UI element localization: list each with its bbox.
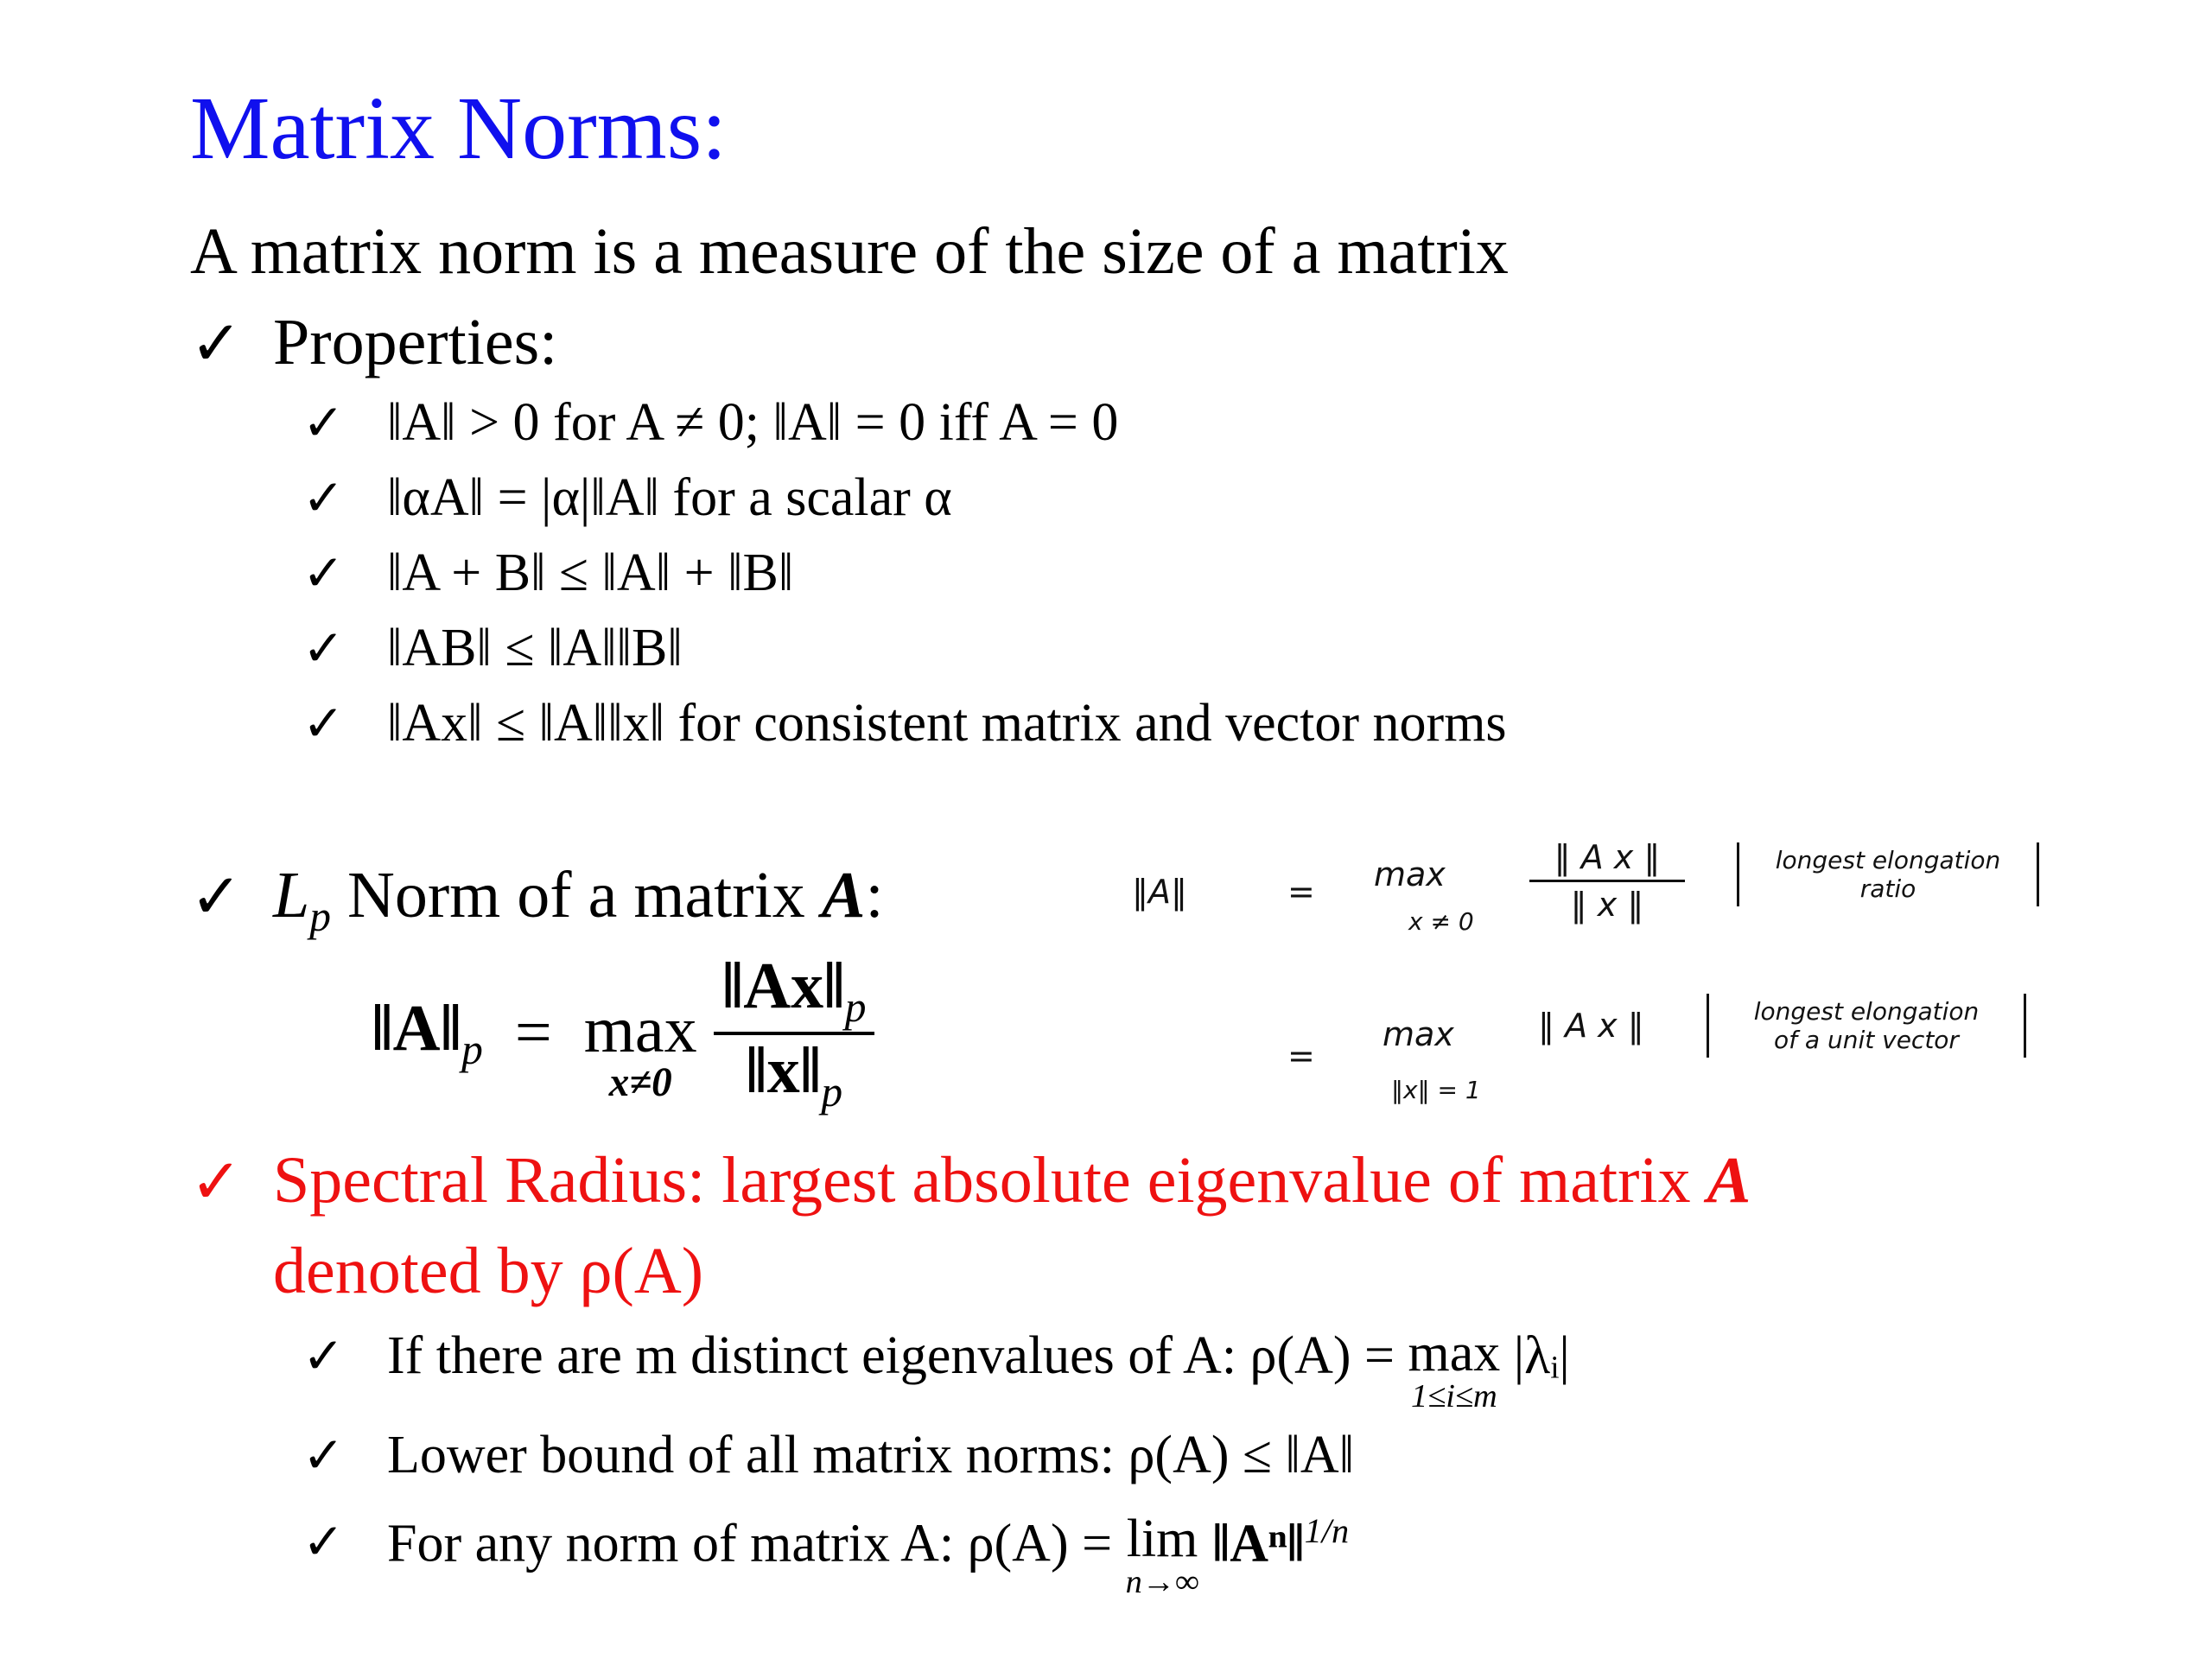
spectral-item-1-sub: 1≤i≤m bbox=[1410, 1378, 1497, 1414]
formula-denominator: ‖x‖ bbox=[746, 1033, 822, 1107]
hand-cond2: ‖x‖ = 1 bbox=[1391, 1076, 1481, 1104]
property-item-5: ‖Ax‖ ≤ ‖A‖‖x‖ for consistent matrix and vector norms bbox=[387, 694, 1507, 753]
spectral-heading-matrix: A bbox=[1707, 1144, 1751, 1217]
spectral-item-2: Lower bound of all matrix norms: ρ(A) ≤ ‖A‖ bbox=[387, 1426, 1355, 1484]
check-icon: ✓ bbox=[190, 862, 243, 931]
formula-lhs: ‖A‖ bbox=[372, 991, 462, 1065]
formula-max bbox=[583, 993, 697, 1105]
hand-cond1: x ≠ 0 bbox=[1408, 907, 1474, 936]
formula-eq: = bbox=[514, 995, 552, 1069]
spectral-item-3-lim bbox=[1126, 1512, 1199, 1599]
spectral-item-3-text: For any norm of matrix A: ρ(A) = bbox=[387, 1514, 1113, 1573]
property-item-2: ‖αA‖ = |α|‖A‖ for a scalar α bbox=[387, 468, 952, 527]
spectral-item-3-exp: 1/n bbox=[1304, 1511, 1350, 1550]
hand-expr2: ‖ A x ‖ bbox=[1538, 1007, 1644, 1045]
check-icon: ✓ bbox=[302, 620, 345, 677]
properties-heading: Properties: bbox=[273, 306, 558, 378]
lp-subscript: p bbox=[309, 893, 331, 941]
hand-fraction1 bbox=[1529, 838, 1685, 924]
formula-cond: x≠0 bbox=[608, 1059, 672, 1105]
hand-eq1: = bbox=[1287, 873, 1315, 911]
hand-norm: ‖A‖ bbox=[1132, 873, 1187, 911]
check-icon: ✓ bbox=[190, 1147, 243, 1217]
intro-text: A matrix norm is a measure of the size of a matrix bbox=[190, 215, 1509, 288]
property-item-3: ‖A + B‖ ≤ ‖A‖ + ‖B‖ bbox=[387, 543, 794, 602]
spectral-item-3-op: lim bbox=[1126, 1510, 1198, 1568]
spectral-item-1-tail: |λᵢ| bbox=[1513, 1326, 1570, 1385]
spectral-heading-line2: denoted by ρ(A) bbox=[273, 1235, 704, 1307]
spectral-heading-text: Spectral Radius: largest absolute eigenvalue of matrix bbox=[273, 1144, 1691, 1217]
check-icon: ✓ bbox=[302, 395, 345, 451]
hand-note2-line1: longest elongation bbox=[1753, 997, 1980, 1026]
hand-max1: max bbox=[1374, 855, 1446, 893]
check-icon: ✓ bbox=[302, 545, 345, 601]
hand-max2: max bbox=[1382, 1015, 1454, 1053]
formula-numerator: ‖Ax‖ bbox=[721, 950, 845, 1022]
spectral-item-1 bbox=[387, 1326, 1570, 1413]
lp-matrix: A bbox=[821, 859, 866, 931]
check-icon: ✓ bbox=[302, 696, 345, 752]
spectral-item-3 bbox=[387, 1512, 1349, 1599]
lp-symbol: L bbox=[273, 859, 310, 931]
check-icon: ✓ bbox=[190, 309, 243, 378]
formula-op: max bbox=[583, 993, 697, 1066]
hand-den1: ‖ x ‖ bbox=[1570, 886, 1644, 924]
hand-num1: ‖ A x ‖ bbox=[1554, 838, 1661, 876]
hand-note1: longest elongation ratio bbox=[1737, 842, 2039, 906]
lp-norm-formula: $‖A‖_p$ = max x≠0 $\frac{‖Ax‖_p}{‖x‖_p}$ bbox=[372, 950, 874, 1116]
spectral-item-1-op: max bbox=[1408, 1324, 1501, 1382]
hand-eq2: = bbox=[1287, 1037, 1315, 1075]
lp-heading-text: Norm of a matrix bbox=[346, 859, 805, 931]
check-icon: ✓ bbox=[302, 470, 345, 526]
slide-title: Matrix Norms: bbox=[190, 79, 728, 178]
spectral-heading-line1 bbox=[273, 1145, 1751, 1217]
spectral-item-3-sub: n→∞ bbox=[1125, 1564, 1199, 1600]
property-item-4: ‖AB‖ ≤ ‖A‖‖B‖ bbox=[387, 619, 683, 677]
hand-note2-line2: of a unit vector bbox=[1774, 1026, 1959, 1054]
lp-norm-heading: $L_p$ Norm of a matrix A: bbox=[273, 859, 884, 941]
check-icon: ✓ bbox=[302, 1427, 345, 1484]
check-icon: ✓ bbox=[302, 1514, 345, 1570]
spectral-item-1-text: If there are m distinct eigenvalues of A: ρ(A) = bbox=[387, 1326, 1395, 1385]
formula-fraction: $\frac{‖Ax‖_p}{‖x‖_p}$ bbox=[714, 950, 875, 1116]
hand-note2 bbox=[1707, 994, 2026, 1058]
hand-fraction-line bbox=[1529, 880, 1685, 882]
property-item-1: ‖A‖ > 0 for A ≠ 0; ‖A‖ = 0 iff A = 0 bbox=[387, 393, 1119, 452]
spectral-item-1-max bbox=[1408, 1326, 1501, 1413]
check-icon: ✓ bbox=[302, 1328, 345, 1384]
spectral-item-3-tail: ‖Aⁿ‖ bbox=[1212, 1514, 1305, 1573]
